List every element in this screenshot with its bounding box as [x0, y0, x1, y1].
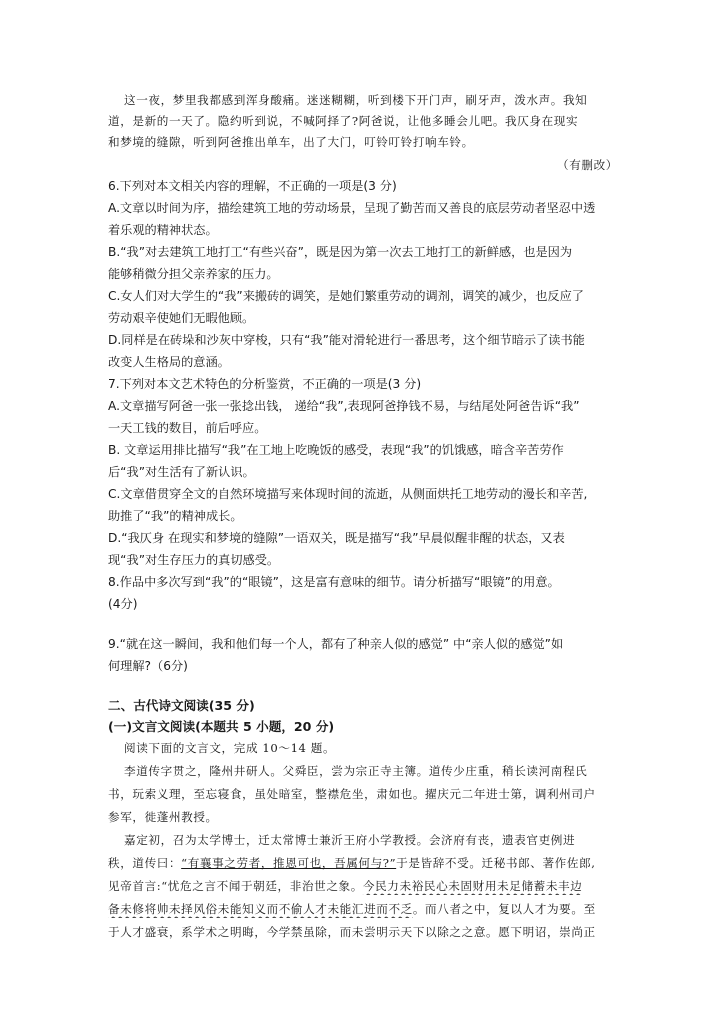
option-7b: B. 文章运用排比描写“我”在工地上吃晚饭的感受，表现“我”的饥饿感，暗含辛苦劳作: [108, 443, 564, 457]
question-6-stem: 6.下列对本文相关内容的理解，不正确的一项是(3 分): [108, 179, 397, 193]
option-6a: A.文章以时间为序，描绘建筑工地的劳动场景，呈现了勤苦而又善良的底层劳动者坚忍中透: [108, 201, 596, 215]
story-line: 和梦境的缝隙，听到阿爸推出单车，出了大门，叮铃叮铃打响车铃。: [108, 135, 474, 149]
option-6d: D.同样是在砖垛和沙灰中穿梭，只有“我”能对滑轮进行一番思考，这个细节暗示了读书能: [108, 333, 585, 347]
story-line: 道，是新的一天了。隐约听到说，不喊阿择了?阿爸说，让他多睡会儿吧。我仄身在现实: [108, 114, 579, 128]
option-6b: 能够稍微分担父亲养家的压力。: [108, 267, 279, 281]
option-7d: D.“我仄身 在现实和梦境的缝隙”一语双关，既是描写“我”早晨似醒非醒的状态，又表: [108, 531, 565, 545]
text-fragment: 见帝首言:“忧危之言不闻于朝廷，非治世之象。: [108, 879, 363, 893]
option-7c: 助推了“我”的精神成长。: [108, 509, 243, 523]
classical-text-line: [108, 900, 618, 918]
question-9: 9.“就在这一瞬间，我和他们每一个人，都有了种亲人似的感觉” 中“亲人似的感觉”如: [108, 637, 564, 651]
option-6c: 劳动艰辛使她们无暇他顾。: [108, 311, 255, 325]
question-9: 何理解?（6分): [108, 659, 188, 673]
classical-text-line: 嘉定初，召为太学博士，迁太常博士兼沂王府小学教授。会济府有丧，遗表官吏例进: [124, 833, 576, 847]
story-line: 这一夜，梦里我都感到浑身酸痛。迷迷糊糊，听到楼下开门声，刷牙声，泼水声。我知: [124, 93, 588, 107]
question-7-stem: 7.下列对本文艺术特色的分析鉴赏，不正确的一项是(3 分): [108, 377, 422, 391]
text-fragment: 于是皆辞不受。迁秘书郎、著作佐郎,: [396, 856, 596, 870]
question-8: 8.作品中多次写到“我”的“眼镜”，这是富有意味的细节。请分析描写“眼镜”的用意。: [108, 575, 560, 589]
classical-text-line: 参军，徙蓬州教授。: [108, 810, 218, 824]
classical-text-line: 于人才盛衰，系学术之明晦，今学禁虽除，而未尝明示天下以除之之意。愿下明诏，崇尚正: [108, 925, 596, 939]
wavy-underlined-passage: 今民力未裕民心未固财用未足储蓄未丰边: [362, 879, 583, 893]
underlined-quote: “有襄事之劳者，推恩可也，吾属何与?”: [181, 856, 397, 870]
classical-text-line: [108, 877, 618, 895]
subsection-title: (一)文言文阅读(本题共 5 小题，20 分): [108, 719, 335, 734]
classical-text-line: 书，玩索义理，至忘寝食，虽处暗室，整襟危坐，肃如也。擢庆元二年进士第，调利州司户: [108, 787, 596, 801]
classical-text-line: [108, 854, 618, 872]
classical-text-line: 李道传字贯之，隆州井研人。父舜臣，尝为宗正寺主簿。道传少庄重，稍长读河南程氏: [124, 764, 588, 778]
wavy-underlined-passage: 备未修将帅未择风俗未能知义而不偷人才未能汇进而不乏: [108, 902, 413, 916]
option-6a: 着乐观的精神状态。: [108, 223, 218, 237]
option-7b: 后“我”对生活有了新认识。: [108, 465, 255, 479]
text-fragment: 秩，道传曰：: [108, 856, 182, 870]
option-7a: 一天工钱的数目，前后呼应。: [108, 421, 267, 435]
option-7d: 现“我”对生存压力的真切感受。: [108, 553, 280, 567]
option-7a: A.文章描写阿爸一张一张捻出钱， 递给“我”,表现阿爸挣钱不易，与结尾处阿爸告诉“我”: [108, 399, 580, 413]
option-6c: C.女人们对大学生的“我”来搬砖的调笑，是她们繁重劳动的调剂，调笑的减少，也反应了: [108, 289, 584, 303]
option-6b: B.“我”对去建筑工地打工“有些兴奋”，既是因为第一次去工地打工的新鲜感，也是因为: [108, 245, 573, 259]
section-title: 二、古代诗文阅读(35 分): [108, 698, 255, 713]
text-fragment: 。而八者之中，复以人才为要。至: [412, 902, 596, 916]
reading-instruction: 阅读下面的文言文，完成 10～14 题。: [124, 741, 336, 755]
source-note: （有删改）: [557, 158, 618, 172]
option-7c: C.文章借贯穿全文的自然环境描写来体现时间的流逝，从侧面烘托工地劳动的漫长和辛苦,: [108, 487, 588, 501]
option-6d: 改变人生格局的意涵。: [108, 355, 230, 369]
question-8: (4分): [108, 597, 138, 611]
